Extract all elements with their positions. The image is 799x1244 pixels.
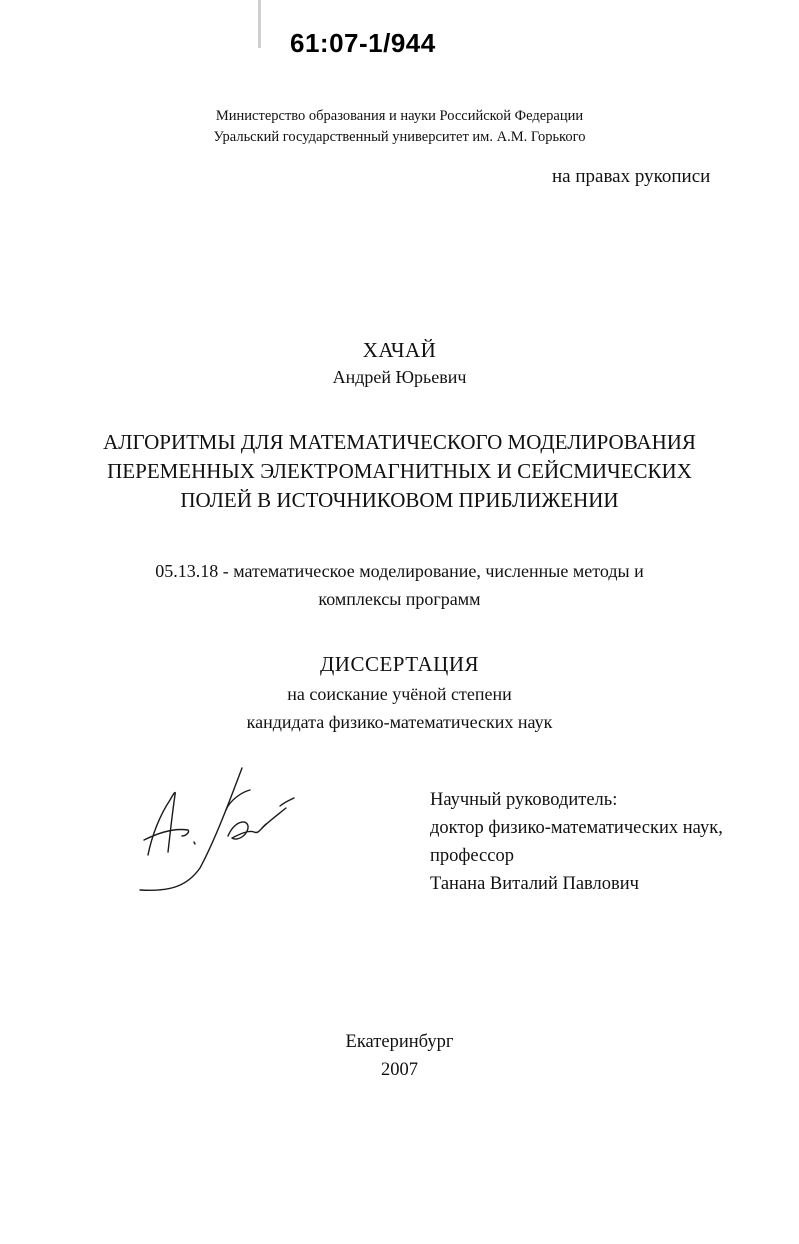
advisor-role: Научный руководитель: [430,790,618,810]
degree-description [0,680,799,736]
place-and-year [0,1028,799,1084]
degree-line: кандидата физико-математических наук [246,712,553,732]
advisor-title: профессор [430,846,514,866]
specialty-line: 05.13.18 - математическое моделирование, численные методы и [155,561,644,581]
author-given-names: Андрей Юрьевич [332,367,467,387]
year: 2007 [381,1060,418,1080]
title-line: ПЕРЕМЕННЫХ ЭЛЕКТРОМАГНИТНЫХ И СЕЙСМИЧЕСКИХ [107,459,692,483]
dissertation-title [0,428,799,515]
degree-line: на соискание учёной степени [287,684,512,704]
advisor-name: Танана Виталий Павлович [430,874,639,894]
title-line: АЛГОРИТМЫ ДЛЯ МАТЕМАТИЧЕСКОГО МОДЕЛИРОВАНИЯ [103,430,696,454]
specialty-code [0,557,799,613]
ministry-name: Министерство образования и науки Российской Федерации [215,108,584,124]
specialty-line: комплексы программ [318,589,481,609]
university-name: Уральский государственный университет им. А.М. Горького [213,129,586,145]
advisor-degree: доктор физико-математических наук, [430,818,723,838]
title-line: ПОЛЕЙ В ИСТОЧНИКОВОМ ПРИБЛИЖЕНИИ [180,488,619,512]
manuscript-rights: на правах рукописи [552,166,711,187]
dissertation-heading: ДИССЕРТАЦИЯ [319,652,480,676]
institution-header [0,106,799,148]
scientific-advisor [430,786,723,898]
city: Екатеринбург [345,1032,454,1052]
signature-icon [130,760,300,900]
archive-stamp-code: 61:07-1/944 [290,28,436,58]
scan-mark [258,0,261,48]
author-surname: ХАЧАЙ [362,338,437,362]
